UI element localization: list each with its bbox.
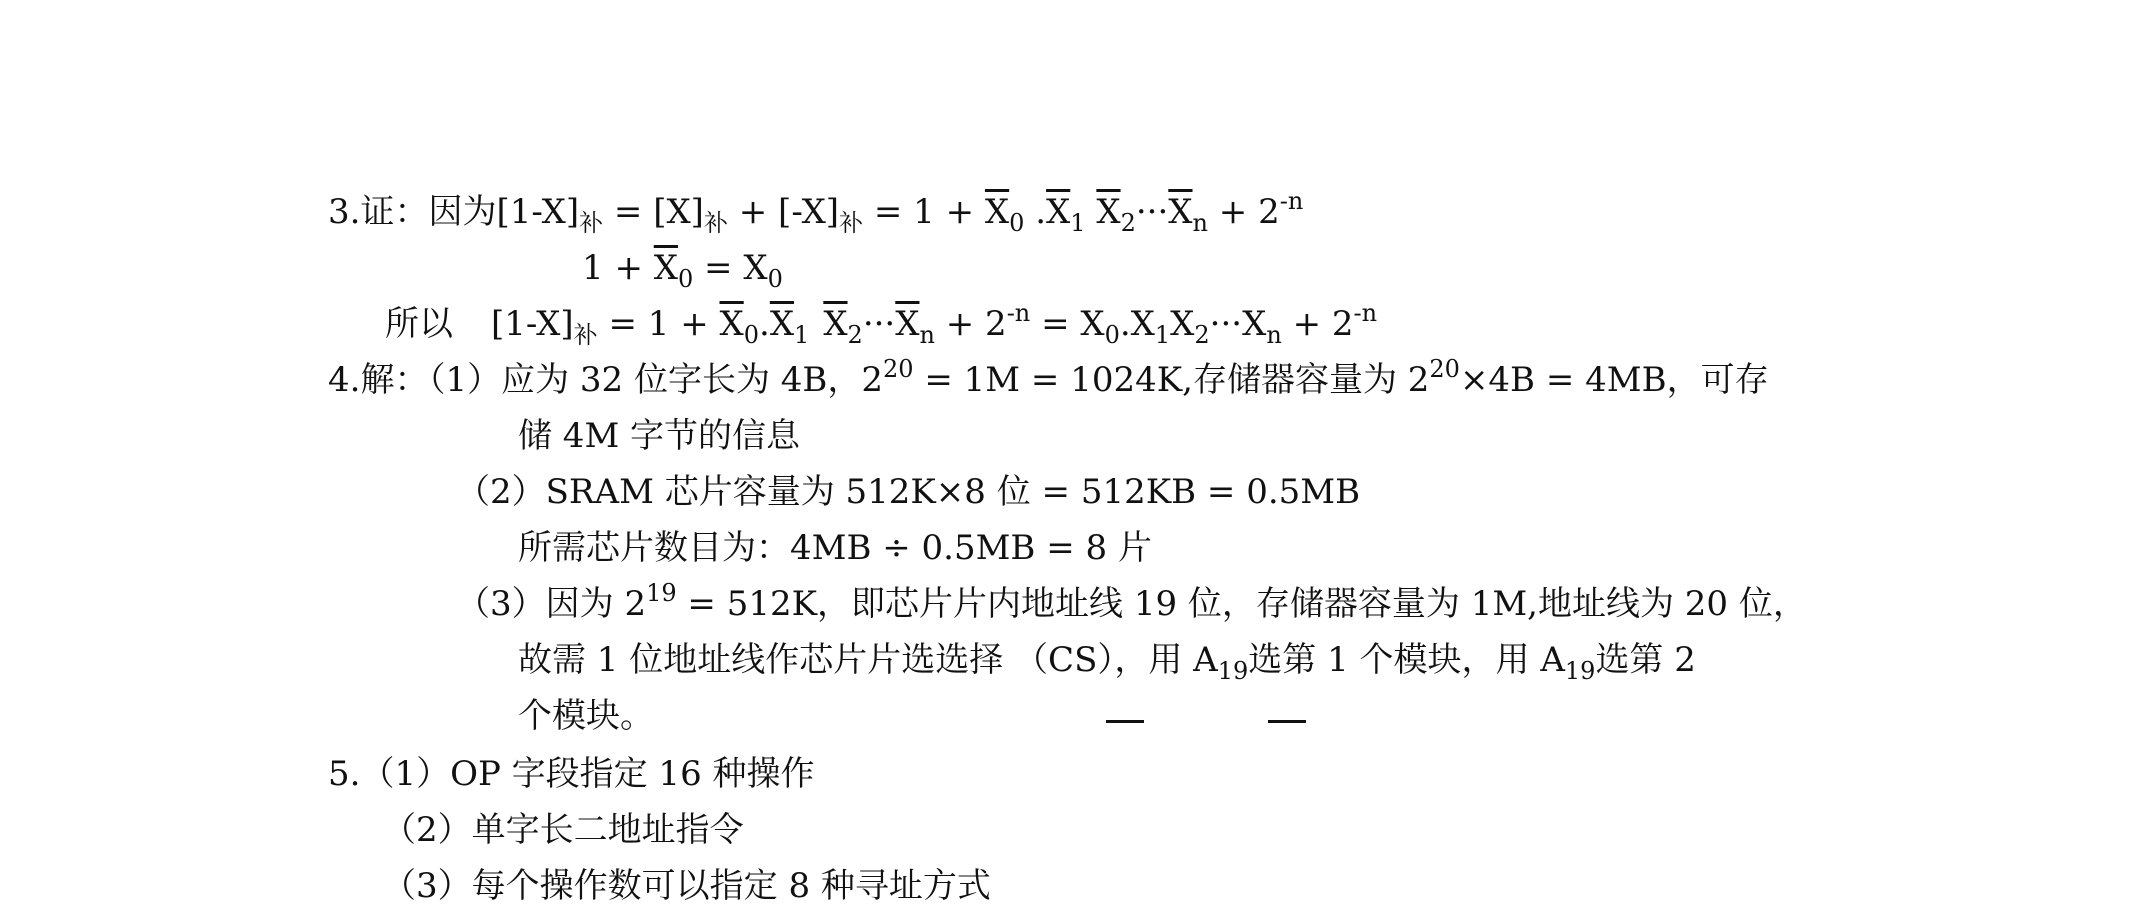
expr-text: [1-X] <box>491 304 574 344</box>
subscript: 1 <box>1070 209 1086 237</box>
expr-text: [1-X] <box>496 192 580 232</box>
expr-text: = X <box>1030 304 1105 344</box>
paragraph-text: 所需芯片数目为：4MB ÷ 0.5MB = 8 片 <box>518 528 1152 568</box>
subscript: 2 <box>847 321 863 349</box>
expr-text: + [-X] <box>727 192 840 232</box>
paragraph-text: ×4B = 4MB，可存 <box>1459 360 1769 400</box>
superscript: -n <box>1353 299 1378 327</box>
q4-line-7 <box>518 694 654 738</box>
subscript: 补 <box>579 209 604 237</box>
q5-line-2 <box>382 808 744 852</box>
superscript: -n <box>1279 187 1304 215</box>
question-number: 3. <box>328 192 361 232</box>
subscript: 2 <box>1120 209 1136 237</box>
superscript: 20 <box>1429 355 1460 383</box>
expr-text: + 2 <box>1207 192 1280 232</box>
q4-line-6 <box>518 638 1696 685</box>
q3-line-1 <box>328 187 1304 237</box>
expr-text: $\overline{X}$ <box>1168 192 1193 232</box>
expr-text: ··· <box>862 304 896 344</box>
subscript: n <box>919 321 935 349</box>
subscript: 19 <box>1564 657 1596 685</box>
subscript: 0 <box>767 265 783 293</box>
q4-line-1 <box>328 355 1769 402</box>
paragraph-text: 个模块。 <box>518 696 654 736</box>
expr-text: + 2 <box>934 304 1007 344</box>
expr-text: = 1 + <box>863 192 985 232</box>
expr-text: $\overline{X}$ <box>653 248 678 288</box>
q3-line-3 <box>385 299 1378 349</box>
expr-text: = 1 + <box>597 304 720 344</box>
subscript: 2 <box>1194 321 1210 349</box>
paragraph-text: （3）因为 2 <box>456 584 647 624</box>
expr-text: $\overline{X}$ <box>769 304 795 344</box>
paragraph-text: 故需 1 位地址线作芯片片选选择 （CS），用 A <box>518 640 1218 680</box>
proof-label: 证：因为 <box>360 192 497 232</box>
subscript: 19 <box>1217 657 1249 685</box>
superscript: -n <box>1006 299 1031 327</box>
subscript: 1 <box>1154 321 1171 349</box>
subscript: 补 <box>839 209 864 237</box>
paragraph-text: 4.解：（1）应为 32 位字长为 4B，2 <box>328 360 884 400</box>
negation-bar-mark <box>1106 720 1144 723</box>
subscript: 0 <box>1009 209 1025 237</box>
q4-line-3 <box>456 470 1360 514</box>
expr-text: = X <box>693 248 768 288</box>
expr-text: $\overline{X}$ <box>1096 192 1121 232</box>
expr-text: $\overline{X}$ <box>984 192 1010 232</box>
paragraph-text: 储 4M 字节的信息 <box>518 416 801 456</box>
expr-text: $\overline{X}$ <box>719 304 744 344</box>
q4-line-4 <box>518 526 1152 570</box>
expr-text: + 2 <box>1281 304 1354 344</box>
expr-text: $\overline{X}$ <box>823 304 848 344</box>
subscript: 补 <box>573 321 598 349</box>
expr-text: ··· <box>1209 304 1243 344</box>
expr-text <box>1086 190 1097 234</box>
superscript: 20 <box>883 355 914 383</box>
expr-text: 1 + <box>582 248 654 288</box>
subscript: 0 <box>677 265 694 293</box>
paragraph-text: = 512K，即芯片片内地址线 19 位，存储器容量为 1M,地址线为 20 位， <box>676 584 1807 624</box>
superscript: 19 <box>646 579 677 607</box>
expr-text: X <box>1170 304 1195 344</box>
expr-text: ··· <box>1135 192 1169 232</box>
subscript: 1 <box>794 321 810 349</box>
expr-text: X <box>1242 304 1267 344</box>
subscript: 补 <box>703 209 728 237</box>
conclusion-label: 所以 <box>385 304 453 344</box>
q5-line-1 <box>328 752 815 796</box>
q3-line-2 <box>582 246 783 293</box>
q5-line-3 <box>382 864 991 908</box>
q4-line-5 <box>456 579 1807 626</box>
paragraph-text: （2）单字长二地址指令 <box>382 810 744 850</box>
expr-text: . <box>1024 192 1047 232</box>
subscript: n <box>1266 321 1282 349</box>
paragraph-text: = 1M = 1024K,存储器容量为 2 <box>913 360 1430 400</box>
negation-bar-mark <box>1268 720 1306 723</box>
expr-text: . <box>759 304 770 344</box>
paragraph-text: （3）每个操作数可以指定 8 种寻址方式 <box>382 866 991 906</box>
expr-text: $\overline{X}$ <box>895 304 920 344</box>
paragraph-text: （2）SRAM 芯片容量为 512K×8 位 = 512KB = 0.5MB <box>456 472 1361 512</box>
expr-text: .X <box>1119 304 1155 344</box>
paragraph-text: 选第 2 <box>1595 640 1696 680</box>
q4-line-2 <box>518 414 800 458</box>
paragraph-text: 5.（1）OP 字段指定 16 种操作 <box>328 754 815 794</box>
subscript: n <box>1192 209 1208 237</box>
subscript: 0 <box>743 321 759 349</box>
expr-text: $\overline{X}$ <box>1046 192 1071 232</box>
paragraph-text: 选第 1 个模块，用 A <box>1248 640 1565 680</box>
expr-text: = [X] <box>603 192 704 232</box>
subscript: 0 <box>1104 321 1120 349</box>
